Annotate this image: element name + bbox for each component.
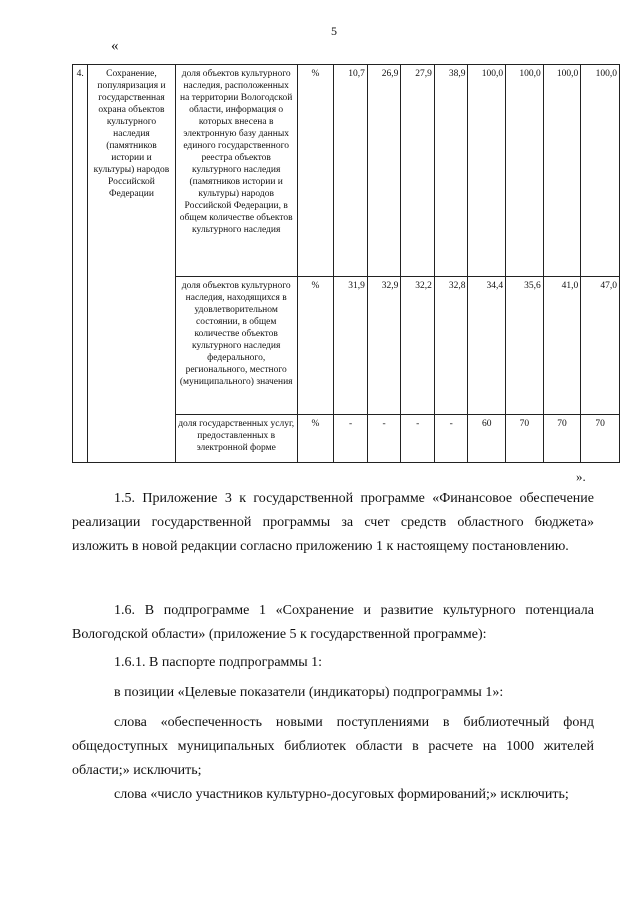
value-cell: 35,6 bbox=[506, 277, 544, 415]
value-cell: 32,9 bbox=[367, 277, 401, 415]
value-cell: 100,0 bbox=[581, 65, 620, 277]
unit-cell: % bbox=[297, 277, 334, 415]
indicator-name-cell: доля объектов культурного наследия, находящихся в удовлетворительном состоянии, в общем количестве объектов культурного наследия федерального, регионального, местного (муниципального) значения bbox=[175, 277, 297, 415]
value-cell: 31,9 bbox=[334, 277, 368, 415]
row-number-cell: 4. bbox=[73, 65, 88, 463]
unit-cell: % bbox=[297, 415, 334, 463]
value-cell: 100,0 bbox=[543, 65, 581, 277]
value-cell: 60 bbox=[468, 415, 506, 463]
value-cell: 10,7 bbox=[334, 65, 368, 277]
indicator-name-cell: доля объектов культурного наследия, расположенных на территории Вологодской области, информация о которых внесена в электронную базу данных единого государственного реестра объектов культурного наследия (памятников истории и культуры) народов Российской Федерации, в общем количестве объектов культурного наследия bbox=[175, 65, 297, 277]
value-cell: 41,0 bbox=[543, 277, 581, 415]
table-row bbox=[73, 65, 620, 277]
value-cell: 100,0 bbox=[468, 65, 506, 277]
value-cell: 32,2 bbox=[401, 277, 435, 415]
closing-quote-mark: ». bbox=[576, 469, 586, 484]
program-name-cell: Сохранение, популяризация и государственная охрана объектов культурного наследия (памятников истории и культуры) народов Российской Федерации bbox=[88, 65, 175, 463]
value-cell: - bbox=[434, 415, 468, 463]
value-cell: - bbox=[367, 415, 401, 463]
value-cell: 26,9 bbox=[367, 65, 401, 277]
paragraph-1-5: 1.5. Приложение 3 к государственной программе «Финансовое обеспечение реализации государственной программы за счет средств областного бюджета» изложить в новой редакции согласно приложению 1 к настоящему постановлению. bbox=[72, 491, 594, 554]
paragraph-1-6: 1.6. В подпрограмме 1 «Сохранение и развитие культурного потенциала Вологодской области» (приложение 5 к государственной программе): bbox=[72, 603, 594, 642]
value-cell: 38,9 bbox=[434, 65, 468, 277]
value-cell: 47,0 bbox=[581, 277, 620, 415]
value-cell: 70 bbox=[581, 415, 620, 463]
value-cell: - bbox=[401, 415, 435, 463]
indicators-table bbox=[72, 64, 620, 463]
value-cell: 70 bbox=[506, 415, 544, 463]
paragraph-remove-library: слова «обеспеченность новыми поступлениями в библиотечный фонд общедоступных муниципальных библиотек области в расчете на 1000 жителей области;» исключить; bbox=[72, 715, 594, 778]
paragraph-1-6-1: 1.6.1. В паспорте подпрограммы 1: bbox=[114, 655, 323, 670]
paragraph-position-indicators: в позиции «Целевые показатели (индикаторы) подпрограммы 1»: bbox=[114, 685, 504, 700]
value-cell: 34,4 bbox=[468, 277, 506, 415]
value-cell: 100,0 bbox=[506, 65, 544, 277]
unit-cell: % bbox=[297, 65, 334, 277]
page-number: 5 bbox=[331, 24, 337, 38]
value-cell: - bbox=[334, 415, 368, 463]
value-cell: 70 bbox=[543, 415, 581, 463]
value-cell: 27,9 bbox=[401, 65, 435, 277]
value-cell: 32,8 bbox=[434, 277, 468, 415]
paragraph-remove-participants: слова «число участников культурно-досуговых формирований;» исключить; bbox=[114, 787, 569, 802]
opening-quote-mark: « bbox=[111, 38, 119, 54]
indicator-name-cell: доля государственных услуг, предоставленных в электронной форме bbox=[175, 415, 297, 463]
